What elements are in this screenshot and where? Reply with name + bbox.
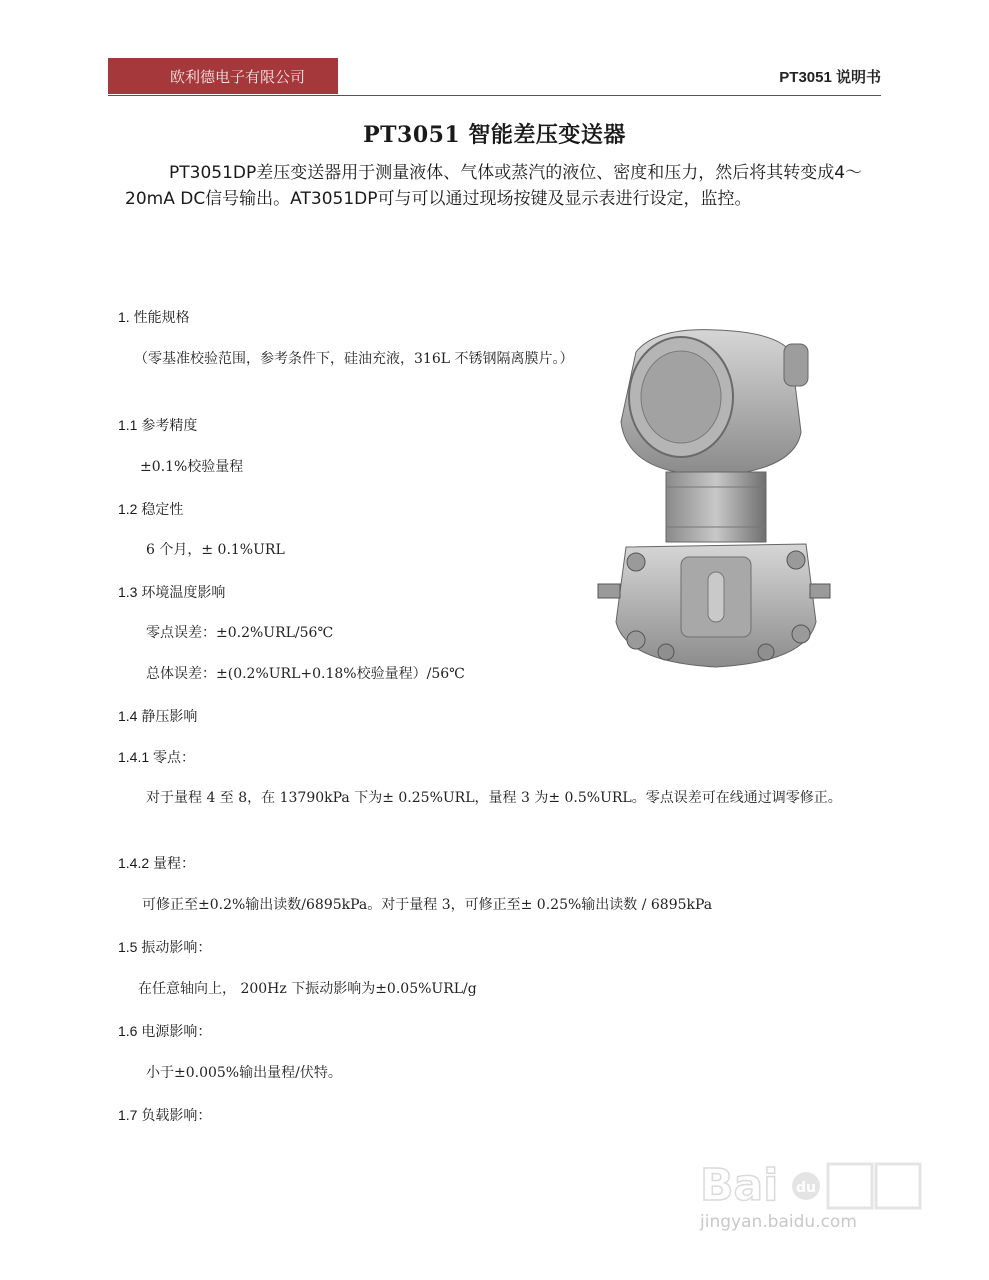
svg-text:du: du bbox=[796, 1180, 816, 1196]
company-name: 欧利德电子有限公司 bbox=[170, 68, 306, 86]
section-1-1-text: ±0.1%校验量程 bbox=[140, 459, 244, 475]
section-1-note: （零基准校验范围，参考条件下，硅油充液，316L 不锈钢隔离膜片。） bbox=[134, 351, 574, 367]
watermark-url: jingyan.baidu.com bbox=[700, 1212, 857, 1232]
section-1-6-heading: 1.6 电源影响： bbox=[118, 1023, 212, 1039]
section-1-4-1-heading: 1.4.1 零点： bbox=[118, 749, 196, 765]
section-1-2-text: 6 个月，± 0.1%URL bbox=[146, 542, 285, 558]
page-title: PT3051 智能差压变送器 bbox=[363, 122, 626, 148]
section-1-6-text: 小于±0.005%输出量程/伏特。 bbox=[146, 1065, 342, 1081]
section-1-1-heading: 1.1 参考精度 bbox=[118, 417, 198, 433]
section-1-5-heading: 1.5 振动影响： bbox=[118, 939, 212, 955]
section-1-7-heading: 1.7 负载影响： bbox=[118, 1107, 212, 1123]
section-1-4-1-text: 对于量程 4 至 8，在 13790kPa 下为± 0.25%URL，量程 3 为± 0.5%URL。零点误差可在线通过调零修正。 bbox=[146, 790, 842, 806]
section-1-4-2-text: 可修正至±0.2%输出读数/6895kPa。对于量程 3，可修正至± 0.25%输出读数 / 6895kPa bbox=[142, 897, 713, 913]
transmitter-photo bbox=[596, 322, 832, 678]
svg-text:Bai: Bai bbox=[700, 1160, 779, 1211]
section-1-3-total: 总体误差：±(0.2%URL+0.18%校验量程）/56℃ bbox=[146, 666, 465, 682]
section-1-5-text: 在任意轴向上， 200Hz 下振动影响为±0.05%URL/g bbox=[138, 981, 477, 997]
section-1-4-heading: 1.4 静压影响 bbox=[118, 708, 198, 724]
section-1-3-zero: 零点误差：±0.2%URL/56℃ bbox=[146, 625, 334, 641]
watermark-logo bbox=[700, 1150, 940, 1250]
header-divider bbox=[108, 95, 881, 96]
section-1-2-heading: 1.2 稳定性 bbox=[118, 501, 184, 517]
section-1-4-2-heading: 1.4.2 量程： bbox=[118, 855, 196, 871]
document-reference: PT3051 说明书 bbox=[779, 69, 881, 86]
section-1-heading: 1. 性能规格 bbox=[118, 309, 190, 325]
section-1-3-heading: 1.3 环境温度影响 bbox=[118, 584, 226, 600]
intro-paragraph: PT3051DP差压变送器用于测量液体、气体或蒸汽的液位、密度和压力，然后将其转变成4～20mA DC信号输出。AT3051DP可与可以通过现场按键及显示表进行设定，监控。 bbox=[125, 163, 863, 209]
